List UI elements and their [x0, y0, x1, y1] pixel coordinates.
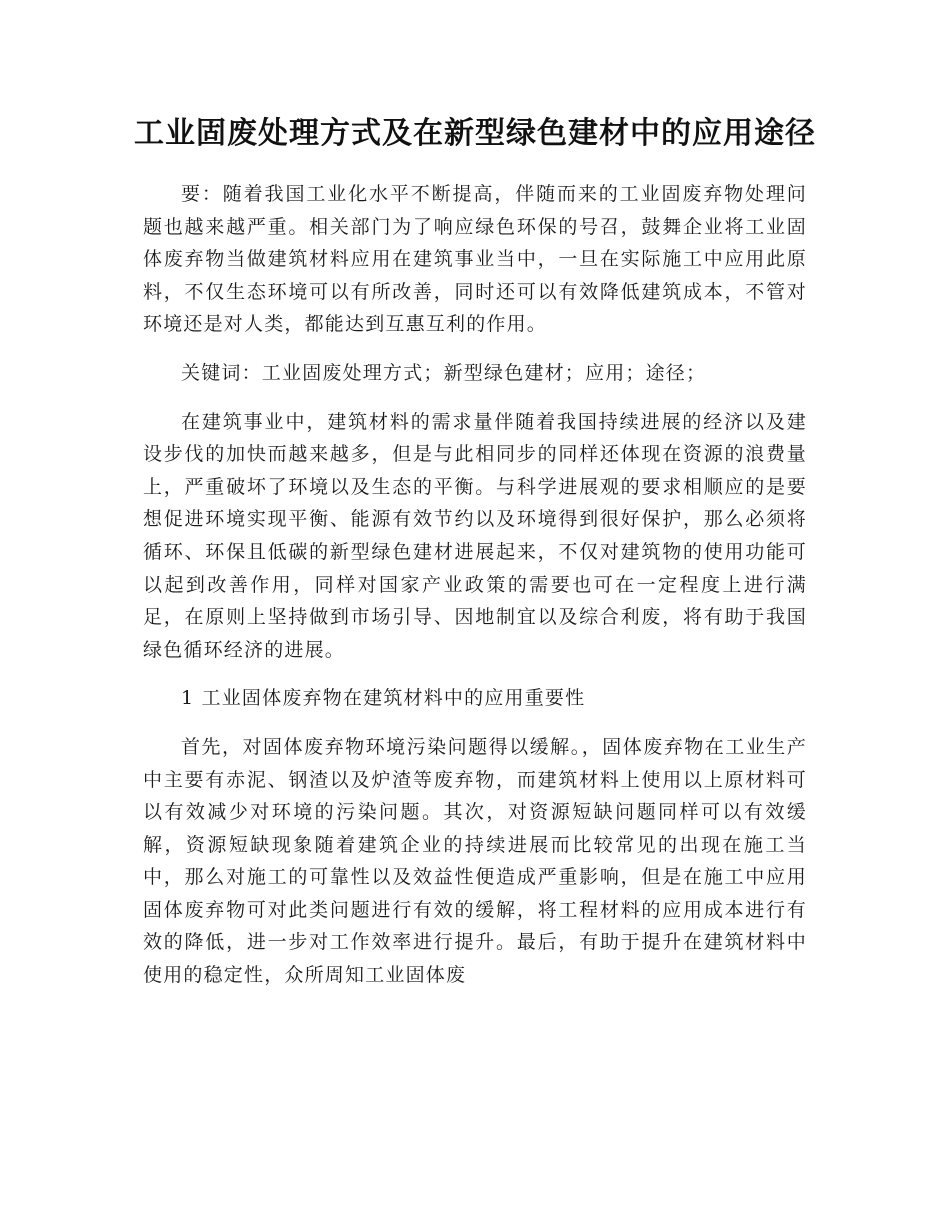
- section-heading: 1 工业固体废弃物在建筑材料中的应用重要性: [181, 687, 586, 710]
- document-body: [143, 178, 807, 1008]
- document-title: 工业固废处理方式及在新型绿色建材中的应用途径: [134, 116, 816, 151]
- abstract-paragraph: 要：随着我国工业化水平不断提高，伴随而来的工业固废弃物处理问题也越来越严重。相关部门为了响应绿色环保的号召，鼓舞企业将工业固体废弃物当做建筑材料应用在建筑事业当中，一旦在实际施工中应用此原料，不仅生态环境可以有所改善，同时还可以有效降低建筑成本，不管对环境还是对人类，都能达到互惠互利的作用。: [143, 183, 807, 336]
- section-paragraph: 首先，对固体废弃物环境污染问题得以缓解。，固体废弃物在工业生产中主要有赤泥、钢渣以及炉渣等废弃物，而建筑材料上使用以上原材料可以有效减少对环境的污染问题。其次，对资源短缺问题同样可以有效缓解，资源短缺现象随着建筑企业的持续进展而比较常见的出现在施工当中，那么对施工的可靠性以及效益性便造成严重影响，但是在施工中应用固体废弃物可对此类问题进行有效的缓解，将工程材料的应用成本进行有效的降低，进一步对工作效率进行提升。最后，有助于提升在建筑材料中使用的稳定性，众所周知工业固体废: [143, 735, 807, 987]
- intro-paragraph: 在建筑事业中，建筑材料的需求量伴随着我国持续进展的经济以及建设步伐的加快而越来越多，但是与此相同步的同样还体现在资源的浪费量上，严重破坏了环境以及生态的平衡。与科学进展观的要求相顺应的是要想促进环境实现平衡、能源有效节约以及环境得到很好保护，那么必须将循环、环保且低碳的新型绿色建材进展起来，不仅对建筑物的使用功能可以起到改善作用，同样对国家产业政策的需要也可在一定程度上进行满足，在原则上坚持做到市场引导、因地制宜以及综合利废，将有助于我国绿色循环经济的进展。: [143, 410, 807, 661]
- keywords-paragraph: 关键词：工业固废处理方式；新型绿色建材；应用；途径；: [181, 361, 707, 384]
